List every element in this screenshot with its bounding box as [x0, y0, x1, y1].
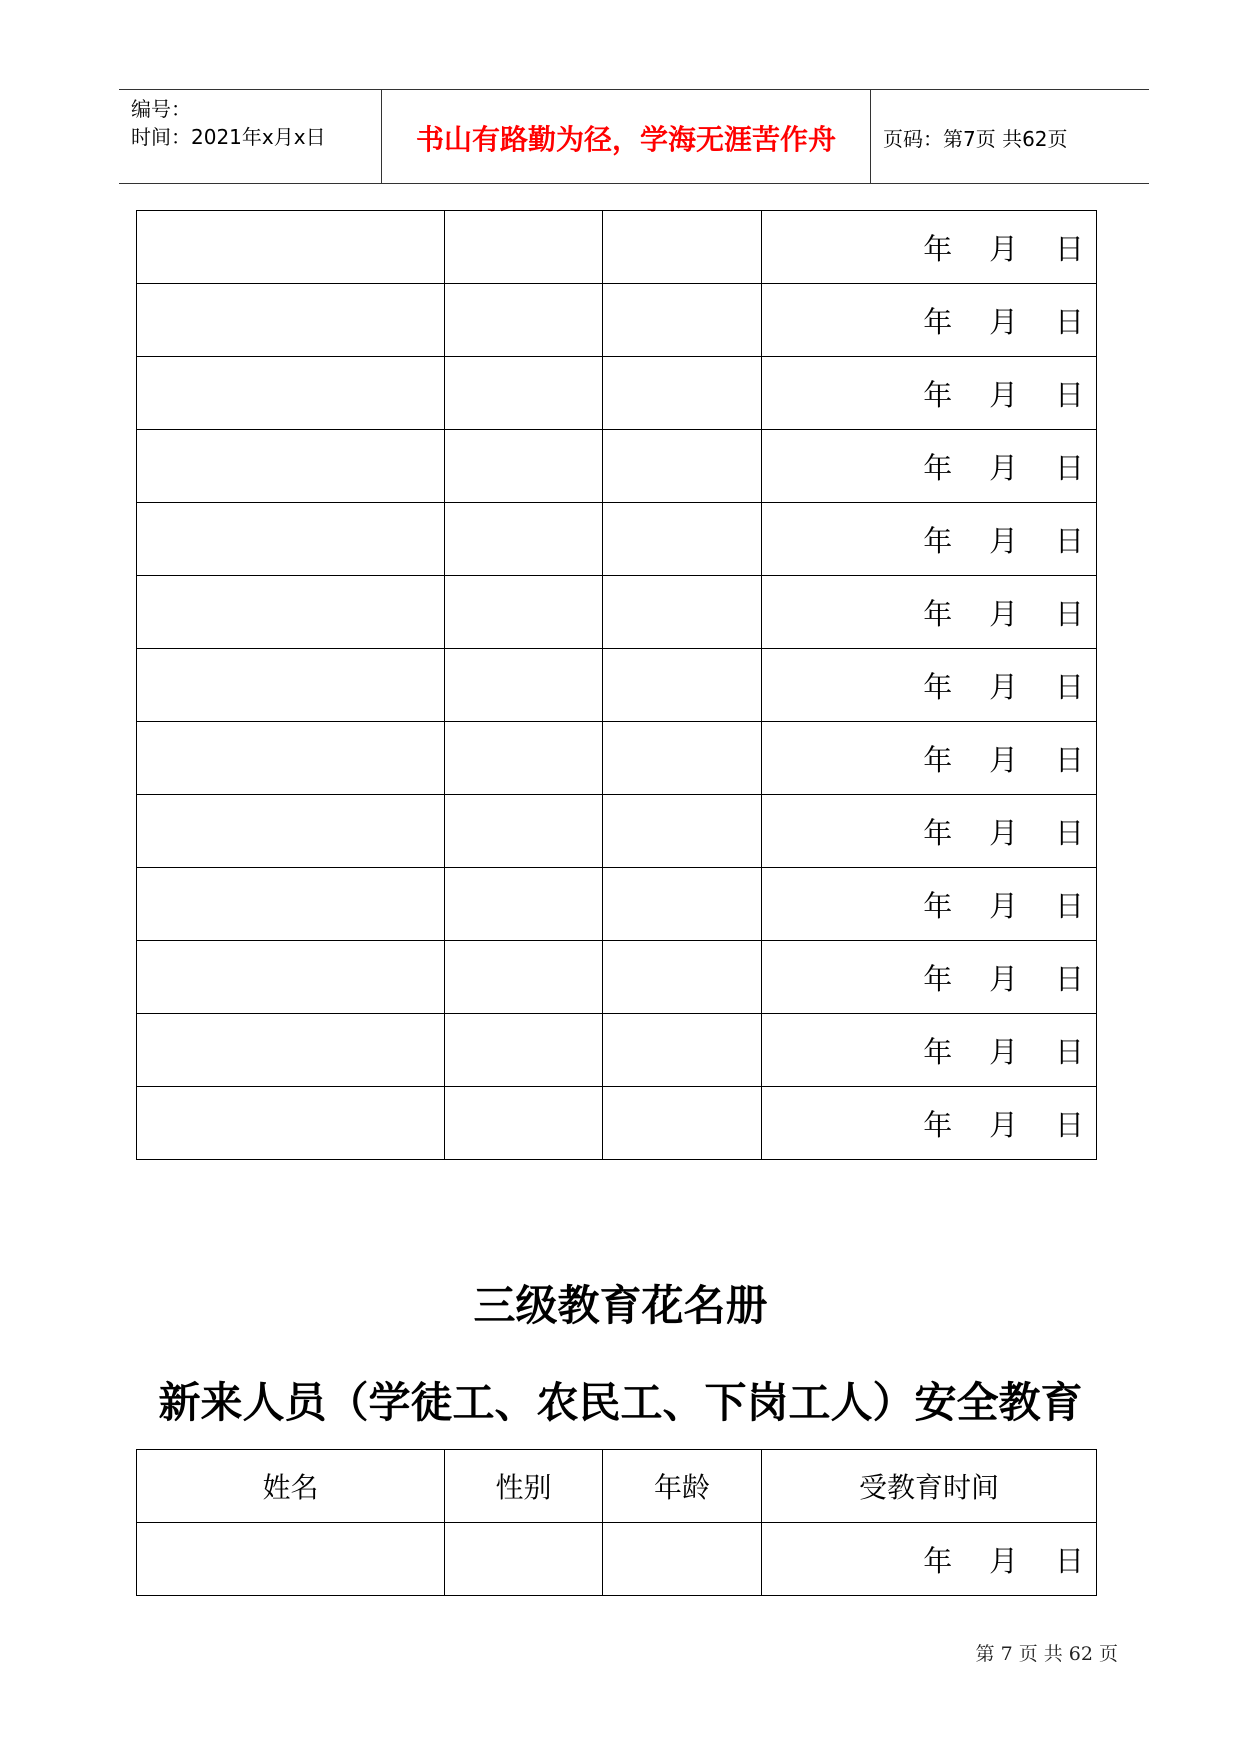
table-row — [137, 576, 1097, 649]
date-cell: 年 月 日 — [762, 868, 1097, 941]
name-cell — [137, 1014, 445, 1087]
gender-cell — [445, 1087, 603, 1160]
date-cell: 年 月 日 — [762, 941, 1097, 1014]
gender-cell — [445, 1523, 603, 1596]
page-footer: 第 7 页 共 62 页 — [975, 1643, 1118, 1665]
age-cell — [603, 430, 762, 503]
date-cell: 年 月 日 — [762, 284, 1097, 357]
age-cell — [603, 1087, 762, 1160]
age-cell — [603, 211, 762, 284]
age-cell — [603, 1523, 762, 1596]
column-header-name: 姓名 — [137, 1450, 445, 1523]
gender-cell — [445, 649, 603, 722]
table-row — [137, 649, 1097, 722]
age-cell — [603, 1014, 762, 1087]
age-cell — [603, 795, 762, 868]
name-cell — [137, 795, 445, 868]
gender-cell — [445, 576, 603, 649]
name-cell — [137, 722, 445, 795]
date-cell: 年 月 日 — [762, 649, 1097, 722]
age-cell — [603, 941, 762, 1014]
age-cell — [603, 868, 762, 941]
gender-cell — [445, 503, 603, 576]
roster-table-continued — [136, 210, 1097, 1160]
name-cell — [137, 941, 445, 1014]
name-cell — [137, 503, 445, 576]
name-cell — [137, 868, 445, 941]
date-cell: 年 月 日 — [762, 1087, 1097, 1160]
name-cell — [137, 1523, 445, 1596]
name-cell — [137, 576, 445, 649]
table-row — [137, 1523, 1097, 1596]
page-header — [119, 89, 1149, 184]
gender-cell — [445, 868, 603, 941]
gender-cell — [445, 284, 603, 357]
table-row — [137, 941, 1097, 1014]
table-header-row — [137, 1450, 1097, 1523]
gender-cell — [445, 357, 603, 430]
table-row — [137, 722, 1097, 795]
column-header-age: 年龄 — [603, 1450, 762, 1523]
table-row — [137, 1014, 1097, 1087]
table-row — [137, 503, 1097, 576]
header-page-code: 页码：第7页 共62页 — [883, 127, 1068, 151]
table-row — [137, 795, 1097, 868]
table-row — [137, 1087, 1097, 1160]
table-row — [137, 284, 1097, 357]
gender-cell — [445, 1014, 603, 1087]
name-cell — [137, 1087, 445, 1160]
date-cell: 年 月 日 — [762, 430, 1097, 503]
date-cell: 年 月 日 — [762, 1014, 1097, 1087]
gender-cell — [445, 430, 603, 503]
header-motto: 书山有路勤为径，学海无涯苦作舟 — [415, 123, 836, 156]
table-row — [137, 868, 1097, 941]
gender-cell — [445, 211, 603, 284]
roster-table — [136, 1449, 1097, 1596]
date-cell: 年 月 日 — [762, 795, 1097, 868]
name-cell — [137, 430, 445, 503]
age-cell — [603, 357, 762, 430]
table-row — [137, 357, 1097, 430]
age-cell — [603, 503, 762, 576]
age-cell — [603, 576, 762, 649]
name-cell — [137, 284, 445, 357]
column-header-education-time: 受教育时间 — [762, 1450, 1097, 1523]
date-cell: 年 月 日 — [762, 576, 1097, 649]
age-cell — [603, 284, 762, 357]
table-row — [137, 211, 1097, 284]
section-title: 三级教育花名册 — [473, 1281, 768, 1330]
table-row — [137, 430, 1097, 503]
gender-cell — [445, 722, 603, 795]
header-motto-cell — [382, 90, 871, 183]
date-cell: 年 月 日 — [762, 503, 1097, 576]
name-cell — [137, 211, 445, 284]
column-header-gender: 性别 — [445, 1450, 603, 1523]
gender-cell — [445, 795, 603, 868]
age-cell — [603, 649, 762, 722]
date-cell: 年 月 日 — [762, 211, 1097, 284]
date-cell: 年 月 日 — [762, 1523, 1097, 1596]
name-cell — [137, 357, 445, 430]
document-time-label: 时间：2021年x月x日 — [131, 125, 326, 149]
header-meta — [119, 90, 382, 183]
header-page-cell — [871, 90, 1149, 183]
document-number-label: 编号： — [131, 97, 191, 121]
gender-cell — [445, 941, 603, 1014]
section-subtitle: 新来人员（学徒工、农民工、下岗工人）安全教育 — [158, 1378, 1083, 1427]
name-cell — [137, 649, 445, 722]
age-cell — [603, 722, 762, 795]
date-cell: 年 月 日 — [762, 722, 1097, 795]
date-cell: 年 月 日 — [762, 357, 1097, 430]
